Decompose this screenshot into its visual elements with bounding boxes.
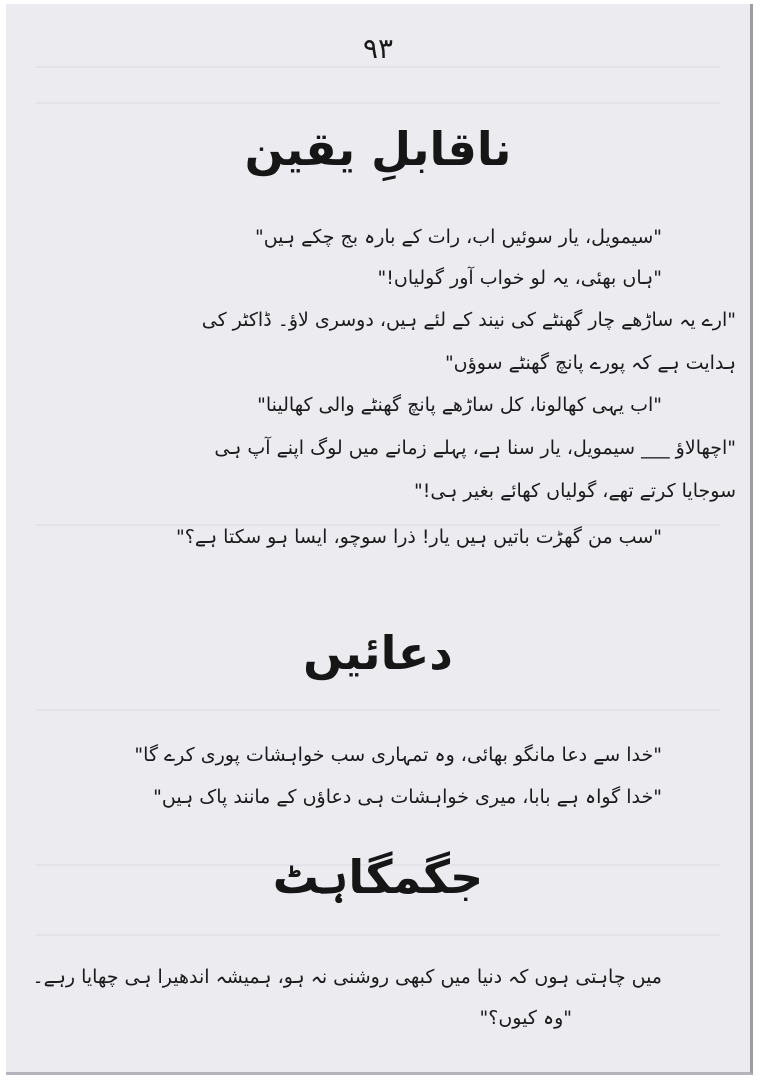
dialogue-line: "سب من گھڑت باتیں ہیں یار! ذرا سوچو، ایسا ہو سکتا ہے؟": [176, 526, 662, 548]
section-title-prayers: دعائیں: [303, 626, 453, 680]
dialogue-line: "خدا گواہ ہے بابا، میری خواہشات ہی دعاؤں کے مانند پاک ہیں": [153, 786, 662, 808]
dialogue-line: "وہ کیوں؟": [479, 1007, 572, 1029]
dialogue-line: "سیمویل، یار سوئیں اب، رات کے بارہ بج چکے ہیں": [254, 226, 662, 248]
book-page: [6, 4, 753, 1075]
page-number: ۹۳: [362, 32, 394, 65]
dialogue-line: ہدایت ہے کہ پورے پانچ گھنٹے سوؤں": [444, 352, 736, 374]
dialogue-line: سوجایا کرتے تھے، گولیاں کھائے بغیر ہی!": [414, 480, 736, 502]
dialogue-line: "ارے یہ ساڑھے چار گھنٹے کی نیند کے لئے ہیں، دوسری لاؤ۔ ڈاکٹر کی: [201, 309, 736, 331]
dialogue-line: "ہاں بھئی، یہ لو خواب آور گولیاں!": [377, 267, 662, 289]
dialogue-line: "خدا سے دعا مانگو بھائی، وہ تمہاری سب خواہشات پوری کرے گا": [134, 744, 662, 766]
dialogue-line: "اچھالاؤ ___ سیمویل، یار سنا ہے، پہلے زمانے میں لوگ اپنے آپ ہی: [214, 437, 736, 459]
section-title-unbelievable: ناقابلِ یقین: [244, 122, 512, 176]
dialogue-line: میں چاہتی ہوں کہ دنیا میں کبھی روشنی نہ ہو، ہمیشہ اندھیرا ہی چھایا رہے۔: [32, 966, 662, 988]
section-title-glitter: جگمگاہٹ: [272, 850, 484, 904]
dialogue-line: "اب یہی کھالونا، کل ساڑھے پانچ گھنٹے والی کھالینا": [257, 394, 662, 416]
